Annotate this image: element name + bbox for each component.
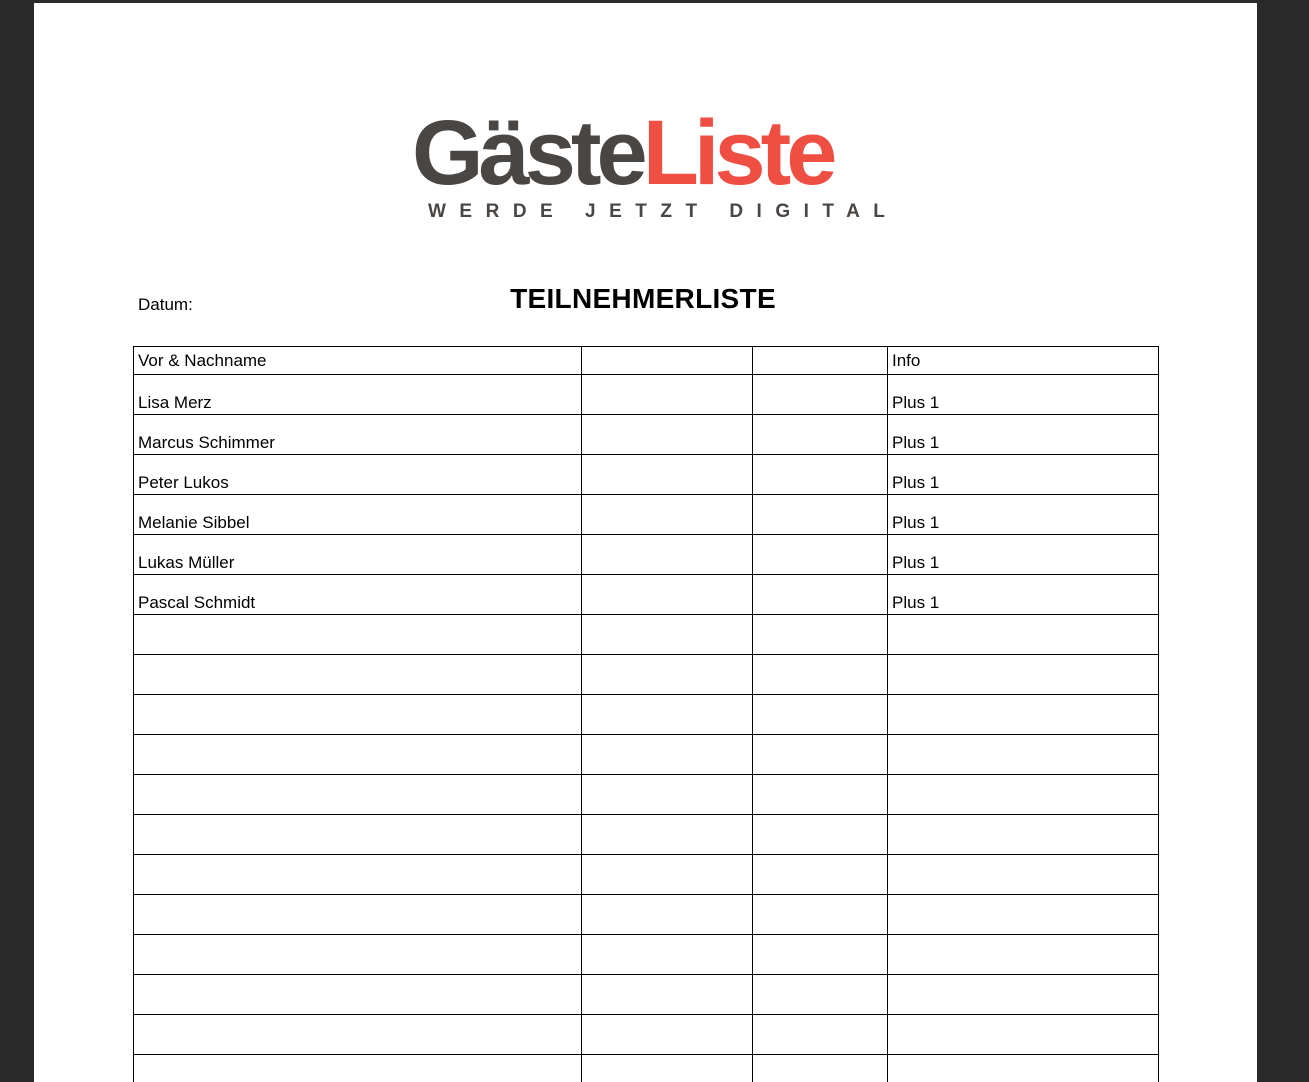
logo-tagline: WERDE JETZT DIGITAL (428, 201, 899, 222)
table-row (134, 415, 1159, 455)
gaesteliste-logo (412, 102, 899, 227)
document-page (34, 3, 1257, 1082)
table-row (134, 455, 1159, 495)
cell-info (888, 975, 1159, 1015)
table-header-row (134, 347, 1159, 375)
cell-name (134, 655, 582, 695)
logo-word-dark: Gäste (412, 102, 643, 204)
cell-empty (753, 935, 888, 975)
cell-info: Plus 1 (888, 495, 1159, 535)
cell-info: Plus 1 (888, 415, 1159, 455)
table-row (134, 815, 1159, 855)
table-row (134, 775, 1159, 815)
cell-info: Plus 1 (888, 375, 1159, 415)
header-info: Info (888, 347, 1159, 375)
cell-name: Marcus Schimmer (134, 415, 582, 455)
cell-empty (582, 615, 753, 655)
cell-info: Plus 1 (888, 535, 1159, 575)
cell-empty (753, 1055, 888, 1082)
cell-empty (582, 815, 753, 855)
cell-info (888, 775, 1159, 815)
cell-empty (753, 615, 888, 655)
cell-name (134, 1055, 582, 1082)
table-row (134, 535, 1159, 575)
table-row (134, 695, 1159, 735)
cell-empty (582, 1055, 753, 1082)
cell-name: Peter Lukos (134, 455, 582, 495)
table-row (134, 1015, 1159, 1055)
cell-info (888, 895, 1159, 935)
table-row (134, 495, 1159, 535)
cell-empty (582, 775, 753, 815)
cell-info (888, 695, 1159, 735)
cell-info (888, 815, 1159, 855)
cell-info (888, 935, 1159, 975)
logo-wordmark (412, 102, 833, 204)
cell-name: Lisa Merz (134, 375, 582, 415)
cell-empty (753, 695, 888, 735)
cell-empty (582, 1015, 753, 1055)
cell-info: Plus 1 (888, 575, 1159, 615)
cell-empty (753, 815, 888, 855)
table-row (134, 735, 1159, 775)
cell-empty (582, 695, 753, 735)
cell-empty (753, 495, 888, 535)
cell-info: Plus 1 (888, 455, 1159, 495)
date-label: Datum: (138, 295, 193, 314)
cell-name (134, 975, 582, 1015)
cell-empty (582, 735, 753, 775)
cell-empty (753, 775, 888, 815)
cell-empty (753, 535, 888, 575)
cell-info (888, 615, 1159, 655)
table-row (134, 895, 1159, 935)
cell-empty (582, 535, 753, 575)
cell-empty (753, 375, 888, 415)
viewer-scroll-gutter (1257, 0, 1309, 1082)
cell-empty (582, 495, 753, 535)
cell-name (134, 615, 582, 655)
cell-empty (582, 895, 753, 935)
cell-name (134, 815, 582, 855)
table-row (134, 575, 1159, 615)
table-row (134, 935, 1159, 975)
cell-info (888, 1055, 1159, 1082)
cell-empty (753, 1015, 888, 1055)
cell-name: Pascal Schmidt (134, 575, 582, 615)
table-row (134, 855, 1159, 895)
table-row (134, 615, 1159, 655)
cell-empty (582, 375, 753, 415)
header-name: Vor & Nachname (134, 347, 582, 375)
cell-empty (582, 975, 753, 1015)
cell-empty (582, 935, 753, 975)
cell-name (134, 855, 582, 895)
cell-name: Lukas Müller (134, 535, 582, 575)
cell-empty (582, 415, 753, 455)
cell-empty (753, 975, 888, 1015)
participant-table (133, 346, 1159, 1082)
cell-name: Melanie Sibbel (134, 495, 582, 535)
table-row (134, 975, 1159, 1015)
cell-name (134, 935, 582, 975)
cell-empty (753, 415, 888, 455)
header-column-3 (753, 347, 888, 375)
cell-empty (582, 655, 753, 695)
cell-name (134, 695, 582, 735)
cell-empty (582, 575, 753, 615)
cell-empty (753, 455, 888, 495)
cell-info (888, 655, 1159, 695)
cell-empty (753, 655, 888, 695)
cell-empty (582, 455, 753, 495)
table-row (134, 655, 1159, 695)
cell-empty (753, 575, 888, 615)
page-title: TEILNEHMERLISTE (510, 283, 776, 314)
table-row (134, 1055, 1159, 1082)
cell-empty (582, 855, 753, 895)
cell-name (134, 775, 582, 815)
cell-name (134, 735, 582, 775)
cell-info (888, 735, 1159, 775)
cell-name (134, 895, 582, 935)
table-row (134, 375, 1159, 415)
cell-empty (753, 735, 888, 775)
cell-empty (753, 895, 888, 935)
cell-info (888, 1015, 1159, 1055)
header-column-2 (582, 347, 753, 375)
cell-info (888, 855, 1159, 895)
cell-name (134, 1015, 582, 1055)
logo-word-red: Liste (642, 102, 833, 204)
cell-empty (753, 855, 888, 895)
